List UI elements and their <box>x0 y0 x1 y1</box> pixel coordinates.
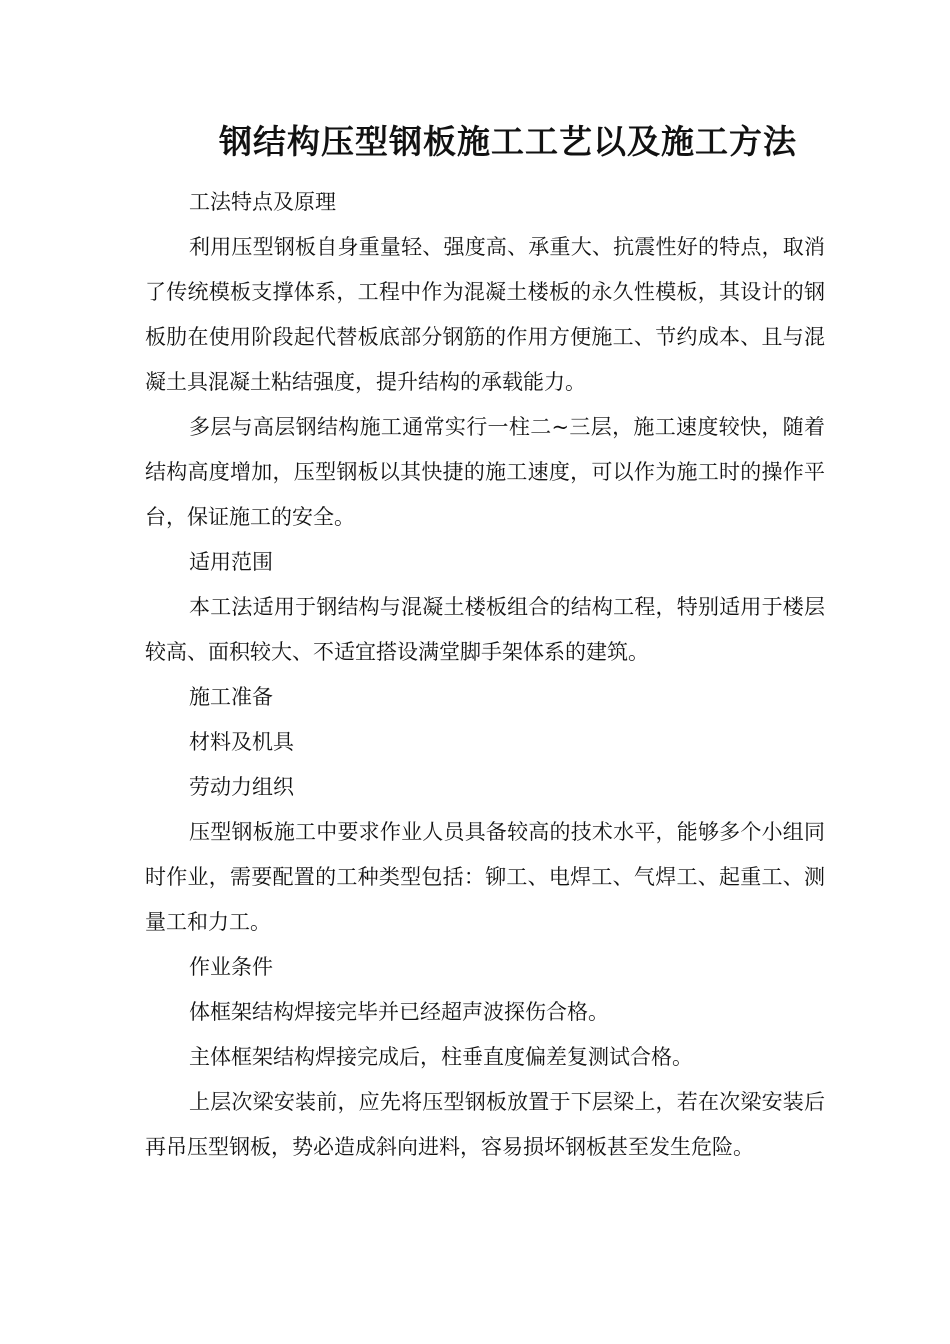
paragraph-scope-text: 本工法适用于钢结构与混凝土楼板组合的结构工程，特别适用于楼层较高、面积较大、不适宜搭设满堂脚手架体系的建筑。 <box>145 595 825 664</box>
paragraph-heading-scope: 适用范围 <box>189 550 273 574</box>
paragraph-heading-conditions: 作业条件 <box>189 955 273 979</box>
paragraph-speed-text: 多层与高层钢结构施工通常实行一柱二~三层，施工速度较快，随着结构高度增加，压型钢板以其快捷的施工速度，可以作为施工时的操作平台，保证施工的安全。 <box>145 415 825 529</box>
document-body <box>145 180 825 1170</box>
paragraph-heading-materials: 材料及机具 <box>189 730 294 754</box>
paragraph-principle-text: 利用压型钢板自身重量轻、强度高、承重大、抗震性好的特点，取消了传统模板支撑体系，工程中作为混凝土楼板的永久性模板，其设计的钢板肋在使用阶段起代替板底部分钢筋的作用方便施工、节约成本、且与混凝土具混凝土粘结强度，提升结构的承载能力。 <box>145 235 825 394</box>
paragraph-heading-preparation: 施工准备 <box>189 685 273 709</box>
paragraph-condition-2: 主体框架结构焊接完成后，柱垂直度偏差复测试合格。 <box>189 1045 693 1069</box>
paragraph-heading-principle: 工法特点及原理 <box>189 190 336 214</box>
paragraph-labor-text: 压型钢板施工中要求作业人员具备较高的技术水平，能够多个小组同时作业，需要配置的工种类型包括：铆工、电焊工、气焊工、起重工、测量工和力工。 <box>145 820 825 934</box>
paragraph-condition-3: 上层次梁安装前，应先将压型钢板放置于下层梁上，若在次梁安装后再吊压型钢板，势必造成斜向进料，容易损坏钢板甚至发生危险。 <box>145 1090 825 1159</box>
paragraph-condition-1: 体框架结构焊接完毕并已经超声波探伤合格。 <box>189 1000 609 1024</box>
paragraph-heading-labor: 劳动力组织 <box>189 775 294 799</box>
document-title: 钢结构压型钢板施工工艺以及施工方法 <box>219 122 797 161</box>
